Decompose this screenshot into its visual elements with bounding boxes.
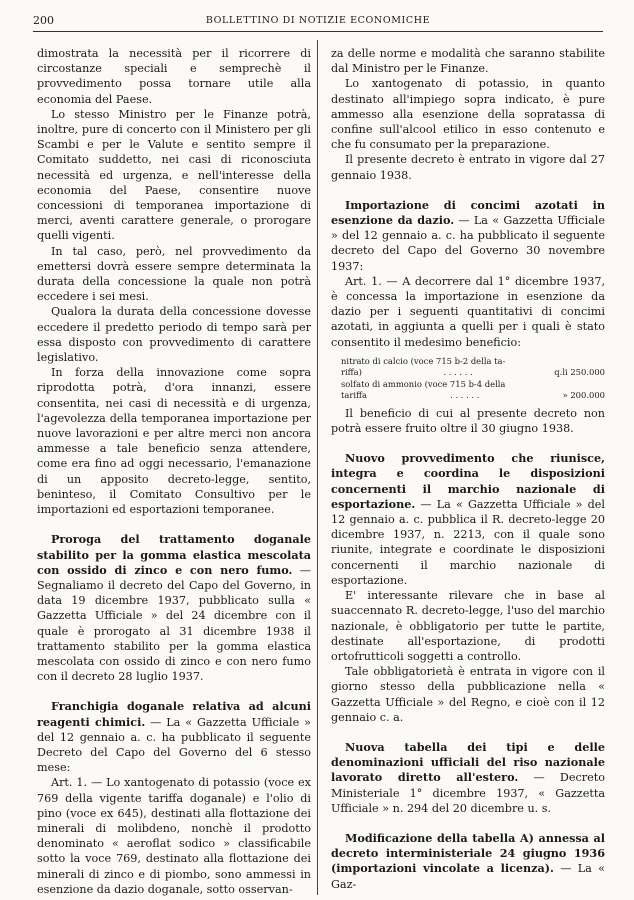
article-heading: Franchigia doganale relativa ad alcuni reagenti chimici. (37, 699, 311, 729)
paragraph: Qualora la durata della concessione dovesse eccedere il predetto periodo di tempo sarà per essa disposto con provvedimento di carattere legislativo. (37, 305, 311, 365)
table-cell-value: q.li 250.000 (554, 367, 605, 378)
article-text: — La « Gazzetta Ufficiale » del 12 gennaio a. c. ha pubblicato il seguente Decreto del Capo del Governo del 6 stesso mese: (37, 715, 311, 775)
article-export-mark (331, 451, 605, 588)
fertilizer-table (341, 356, 605, 402)
article-heading: Proroga del trattamento doganale stabilito per la gomma elastica mescolata con ossido di zinco e con nero fumo. (37, 532, 311, 577)
paragraph: za delle norme e modalità che saranno stabilite dal Ministro per le Finanze. (331, 47, 605, 76)
right-column (331, 46, 605, 892)
article-nitrogen-fertilizers (331, 198, 605, 274)
article-rice-table (331, 740, 605, 816)
article-rubber-extension (37, 532, 311, 684)
paragraph: Art. 1. — Lo xantogenato di potassio (voce ex 769 della vigente tariffa doganale) e l'olio di pino (voce ex 645), destinati alla flottazione dei minerali di molibdeno, nonchè il prodotto denominato « aeroflat sodico » classificabile sotto la voce 769, destinato alla flottazione dei minerali di zinco e di piombo, sono ammessi in esenzione da dazio doganale, sotto osservan- (37, 776, 311, 896)
paragraph: Il beneficio di cui al presente decreto non potrà essere fruito oltre il 30 giugno 1938. (331, 406, 605, 436)
table-row-text: solfato di ammonio (voce 715 b-4 della (341, 378, 506, 389)
article-text: — Decreto Ministeriale 1° dicembre 1937, « Gazzetta Ufficiale » n. 294 del 20 dicembre u. s. (331, 771, 605, 815)
article-heading: Nuova tabella dei tipi e delle denominazioni ufficiali del riso nazionale lavorato diretto all'estero. (331, 739, 605, 785)
paragraph: Lo xantogenato di potassio, in quanto destinato all'impiego sopra indicato, è pure ammesso alla esenzione della sopratassa di confine sull'alcool etilico in esso contenuto e che fu consumato per la preparazione. (331, 77, 605, 152)
article-heading: Nuovo provvedimento che riunisce, integra e coordina le disposizioni concernenti il marchio nazionale di esportazione. (331, 451, 605, 511)
table-row (341, 390, 605, 402)
paragraph: In forza della innovazione come sopra riprodotta potrà, d'ora innanzi, essere consentita, nei casi di necessità e di urgenza, l'agevolezza della temporanea importazione per nuove lavorazioni e per altre merci non ancora ammesse a tale beneficio senza attendere, come era fino ad oggi necessario, l'emanazione di un apposito decreto-legge, sentito, beninteso, il Comitato Consultivo per le importazioni ed esportazioni temporanee. (37, 366, 311, 517)
paragraph: In tal caso, però, nel provvedimento da emettersi dovrà essere sempre determinata la durata della concessione la quale non potrà eccedere i sei mesi. (37, 244, 311, 304)
header-rule (33, 31, 603, 32)
paragraph: E' interessante rilevare che in base al suaccennato R. decreto-legge, l'uso del marchio nazionale, è obbligatorio per tutte le partite, destinate all'esportazione, di prodotti ortofrutticoli soggetti a controllo. (331, 589, 605, 663)
article-text: — Segnaliamo il decreto del Capo del Governo, in data 19 dicembre 1937, pubblicato sulla « Gazzetta Ufficiale » del 24 dicembre con il quale è prorogato al 31 dicembre 1938 il trattamento stabilito per la gomma elastica mescolata con ossido di zinco e con nero fumo con il decreto 28 luglio 1937. (37, 563, 311, 684)
article-text: — La « Gaz- (331, 862, 605, 891)
paragraph: Il presente decreto è entrato in vigore dal 27 gennaio 1938. (331, 153, 605, 182)
article-table-a (331, 831, 605, 892)
table-dots: . . . . . . (450, 390, 480, 401)
table-cell-label: tariffa (341, 390, 367, 401)
page-number: 200 (33, 14, 54, 27)
table-cell-value: » 200.000 (562, 390, 605, 401)
paragraph: dimostrata la necessità per il ricorrere di circostanze speciali e semprechè il provvedimento possa tornare utile alla economia del Paese. (37, 47, 311, 106)
article-text: — La « Gazzetta Ufficiale » del 12 gennaio a. c. pubblica il R. decreto-legge 20 dicembre 1937, n. 2213, con il quale sono riunite, integrate e coordinate le disposizioni concernenti il marchio nazionale di esportazione. (331, 497, 605, 587)
page-header (33, 10, 603, 32)
left-column (37, 46, 311, 897)
article-heading: Importazione di concimi azotati in esenzione da dazio. (331, 197, 605, 228)
table-row (341, 367, 605, 379)
table-dots: . . . . . . (443, 367, 473, 378)
column-divider (317, 40, 318, 895)
running-title: BOLLETTINO DI NOTIZIE ECONOMICHE (205, 15, 431, 26)
article-heading: Modificazione della tabella A) annessa al decreto interministeriale 24 giugno 1936 (importazioni vincolate a licenza). (331, 830, 605, 876)
paragraph: Lo stesso Ministro per le Finanze potrà, inoltre, pure di concerto con il Ministero per gli Scambi e per le Valute e sentito sempre il Comitato suddetto, nei casi di riconosciuta necessità ed urgenza, e nell'interesse della economia del Paese, consentire nuove concessioni di temporanea importazione di merci, aventi carattere generale, o prorogare quelli vigenti. (37, 107, 311, 243)
paragraph: Tale obbligatorietà è entrata in vigore con il giorno stesso della pubblicazione nella « Gazzetta Ufficiale » del Regno, e cioè con il 12 gennaio c. a. (331, 665, 605, 724)
paragraph: Art. 1. — A decorrere dal 1° dicembre 1937, è concessa la importazione in esenzione da dazio per i seguenti quantitativi di concimi azotati, in aggiunta a quelli per i quali è stato consentito il medesimo beneficio: (331, 274, 605, 349)
article-chemical-reagents (37, 699, 311, 775)
article-text: — La « Gazzetta Ufficiale » del 12 gennaio a. c. ha pubblicato il seguente decreto del Capo del Governo 30 novembre 1937: (331, 214, 605, 273)
table-row-text: nitrato di calcio (voce 715 b-2 della ta- (341, 355, 506, 366)
table-cell-label: riffa) (341, 367, 362, 378)
